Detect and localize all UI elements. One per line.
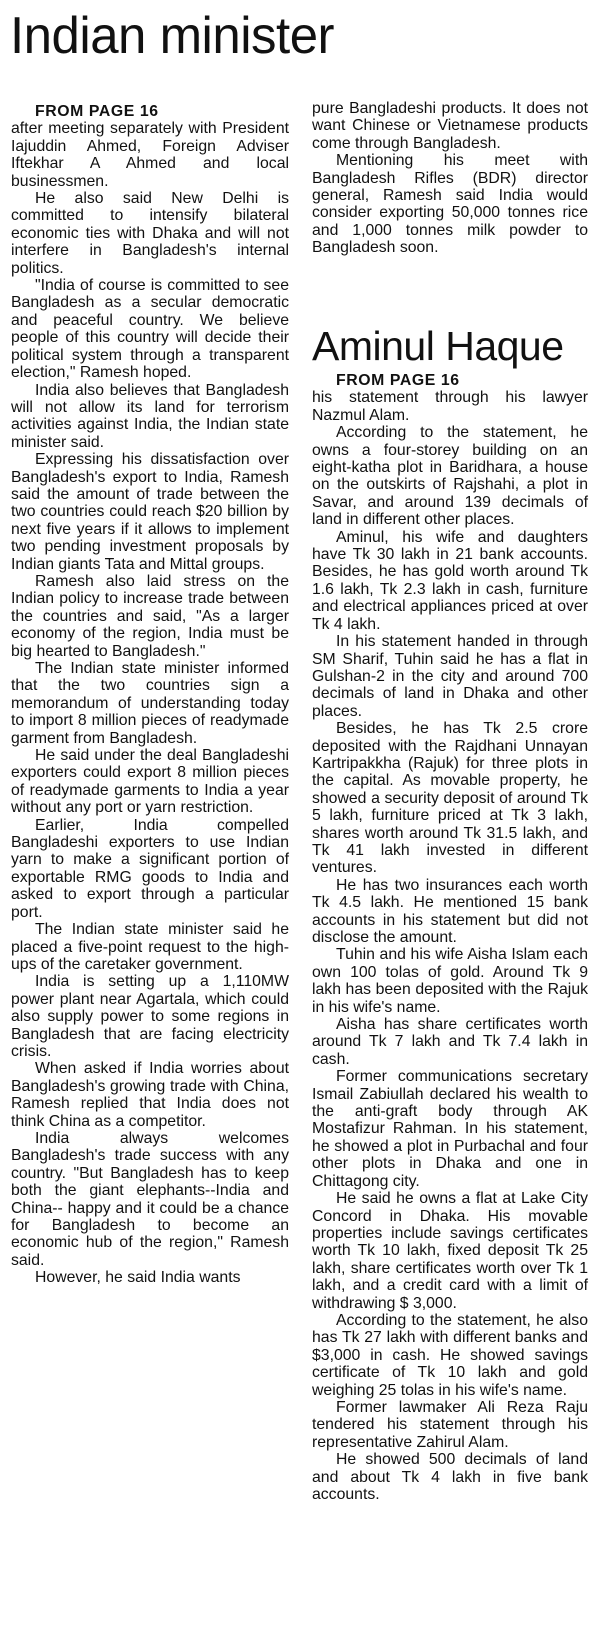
- paragraph: Besides, he has Tk 2.5 crore deposited with the Rajdhani Unnayan Kartripakkha (Rajuk) for three plots in the capital. As movable property, he showed a security deposit of around Tk 5 lakh, furniture priced at Tk 3 lakh, shares worth around Tk 31.5 lakh, and Tk 41 lakh invested in different ventures.: [312, 720, 588, 877]
- article-aminul-haque-column: [312, 372, 588, 1503]
- paragraph: after meeting separately with President Iajuddin Ahmed, Foreign Adviser Iftekhar A Ahmed and local businessmen.: [11, 120, 289, 190]
- paragraph: Aminul, his wife and daughters have Tk 30 lakh in 21 bank accounts. Besides, he has gold worth around Tk 1.6 lakh, Tk 2.3 lakh in cash, furniture and electrical appliances priced at over Tk 4 lakh.: [312, 528, 588, 633]
- headline-indian-minister: Indian minister: [10, 7, 335, 65]
- paragraph: The Indian state minister informed that the two countries sign a memorandum of understanding today to import 8 million pieces of readymade garment from Bangladesh.: [11, 660, 289, 747]
- paragraph: Expressing his dissatisfaction over Bangladesh's export to India, Ramesh said the amount of trade between the two countries could reach $20 billion by next five years if it allows to implement two pending investment proposals by Indian giants Tata and Mittal groups.: [11, 451, 289, 573]
- kicker-from-page: FROM PAGE 16: [336, 372, 460, 389]
- paragraph: "India of course is committed to see Bangladesh as a secular democratic and peaceful country. We believe people of this country will decide their political system through a transparent election," Ramesh hoped.: [11, 277, 289, 382]
- paragraph: He has two insurances each worth Tk 4.5 lakh. He mentioned 15 bank accounts in his statement but did not disclose the amount.: [312, 876, 588, 946]
- paragraph: Earlier, India compelled Bangladeshi exporters to use Indian yarn to make a significant portion of exportable RMG goods to India and asked to export through a particular port.: [11, 816, 289, 921]
- paragraph: Ramesh also laid stress on the Indian policy to increase trade between the countries and said, "As a larger economy of the region, India must be big hearted to Bangladesh.": [11, 572, 289, 660]
- kicker-from-page: FROM PAGE 16: [35, 103, 159, 120]
- paragraph: He said he owns a flat at Lake City Concord in Dhaka. His movable properties include savings certificates worth Tk 10 lakh, fixed deposit Tk 25 lakh, share certificates worth over Tk 1 lakh, and a credit card with a limit of withdrawing $ 3,000.: [312, 1190, 588, 1312]
- paragraph: However, he said India wants: [35, 1269, 241, 1287]
- paragraph: He also said New Delhi is committed to intensify bilateral economic ties with Dhaka and will not interfere in Bangladesh's internal politics.: [11, 190, 289, 277]
- paragraph: Aisha has share certificates worth around Tk 7 lakh and Tk 7.4 lakh in cash.: [312, 1016, 588, 1068]
- paragraph: When asked if India worries about Bangladesh's growing trade with China, Ramesh replied that India does not think China as a competitor.: [11, 1060, 289, 1130]
- paragraph: He showed 500 decimals of land and about Tk 4 lakh in five bank accounts.: [312, 1451, 588, 1503]
- paragraph: Mentioning his meet with Bangladesh Rifles (BDR) director general, Ramesh said India would consider exporting 50,000 tonnes rice and 1,000 tonnes milk powder to Bangladesh soon.: [312, 152, 588, 257]
- paragraph: pure Bangladeshi products. It does not want Chinese or Vietnamese products come through Bangladesh.: [312, 100, 588, 152]
- paragraph: Tuhin and his wife Aisha Islam each own 100 tolas of gold. Around Tk 9 lakh has been deposited with the Rajuk in his wife's name.: [312, 946, 588, 1016]
- paragraph: According to the statement, he also has Tk 27 lakh with different banks and $3,000 in cash. He showed savings certificate of Tk 10 lakh and gold weighing 25 tolas in his wife's name.: [312, 1311, 588, 1399]
- paragraph: India always welcomes Bangladesh's trade success with any country. "But Bangladesh has to keep both the giant elephants--India and China-- happy and it could be a chance for Bangladesh to become an economic hub of the region," Ramesh said.: [11, 1129, 289, 1269]
- paragraph: In his statement handed in through SM Sharif, Tuhin said he has a flat in Gulshan-2 in the city and around 700 decimals of land in Dhaka and other places.: [312, 633, 588, 720]
- article-indian-minister-column-left: [11, 103, 289, 1287]
- headline-aminul-haque: Aminul Haque: [312, 323, 564, 369]
- paragraph: India is setting up a 1,110MW power plant near Agartala, which could also supply power to some regions in Bangladesh that are facing electricity crisis.: [11, 973, 289, 1060]
- paragraph: India also believes that Bangladesh will not allow its land for terrorism activities against India, the Indian state minister said.: [11, 381, 289, 451]
- paragraph: According to the statement, he owns a four-storey building on an eight-katha plot in Baridhara, a house on the outskirts of Rajshahi, a plot in Savar, and around 139 decimals of land in different other places.: [312, 424, 588, 529]
- paragraph: Former lawmaker Ali Reza Raju tendered his statement through his representative Zahirul Alam.: [312, 1398, 588, 1451]
- paragraph: his statement through his lawyer Nazmul Alam.: [312, 389, 588, 424]
- paragraph: Former communications secretary Ismail Zabiullah declared his wealth to the anti-graft body through AK Mostafizur Rahman. In his statement, he showed a plot in Purbachal and four other plots in Dhaka and one in Chittagong city.: [312, 1068, 588, 1190]
- article-indian-minister-column-right: [312, 100, 588, 257]
- paragraph: The Indian state minister said he placed a five-point request to the high-ups of the caretaker government.: [11, 921, 289, 973]
- paragraph: He said under the deal Bangladeshi exporters could export 8 million pieces of readymade garments to India a year without any port or yarn restriction.: [11, 747, 289, 817]
